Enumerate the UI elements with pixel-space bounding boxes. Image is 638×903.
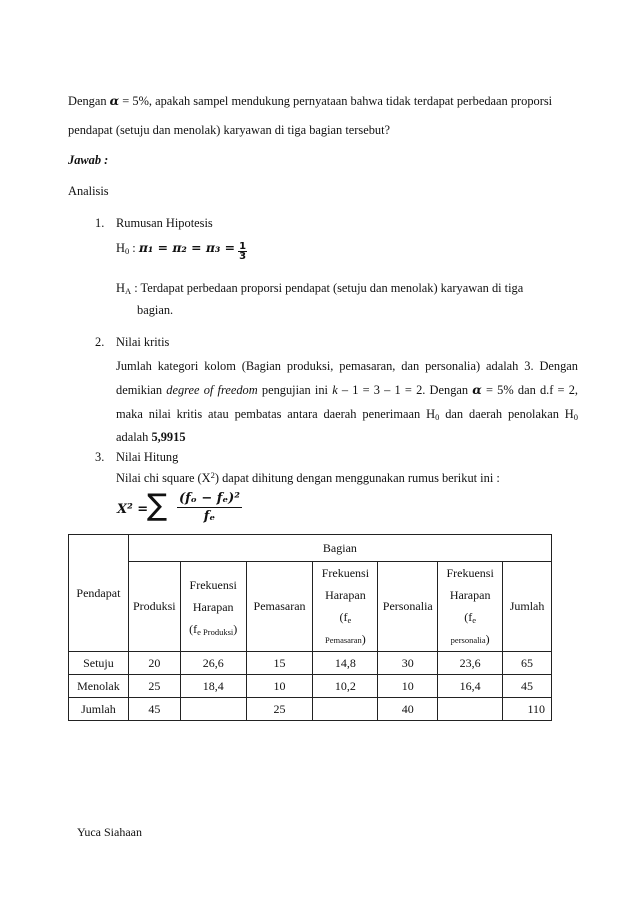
analisis-heading: Analisis: [68, 184, 109, 198]
cell-fe-pemasaran: 14,8: [313, 652, 378, 675]
item3-title: Nilai Hitung: [116, 450, 179, 464]
cell-produksi: 45: [128, 698, 180, 721]
item3-number: 3.: [95, 450, 105, 464]
table-row: [69, 675, 552, 698]
cell-personalia: 10: [378, 675, 438, 698]
document-page: Dengan α = 5%, apakah sampel mendukung pernyataan bahwa tidak terdapat perbedaan proporsi pendapat (setuju dan menolak) karyawan di tiga bagian tersebut? Jawab : Analisis 1. Rumusan Hipotesis $H_0$ : π₁ = π₂ = π₃ = $\frac{1}{3}$ $H_A$ : Terdapat perbedaan proporsi pendapat (setuju dan menolak) karyawan di tiga bagian. 2. Nilai kritis Jumlah kategori kolom (Bagian produksi, pemasaran, dan personalia) adalah 3. Dengan demikian degree of freedom pengujian ini k – 1 = 3 – 1 = 2. Dengan α = 5% dan d.f = 2, maka nilai kritis atau pembatas antara daerah penerimaan $H_0$ dan daerah penolakan $H_0$ adalah 5,9915 3. Nilai Hitung Nilai chi square $(X^2)$ dapat dihitung dengan menggunakan rumus berikut ini : X² = ∑ (fₒ − fₑ)² fₑ Pendapat Bagian Produksi Frekuensi Harapan $(f_{e Produksi})$ Pemasaran Frekuensi Harapan ($f_e$ Pemasaran) Personalia Frekuensi Harapan ($f_e$ personalia) Jumlah Setuju 20 26,6 15 14,8 30 23,6 65 Menolak 25 18,4 10 10,2 10 16,4 45 Jumlah 45 25 40 110 Yuca Siahaan: [68, 93, 579, 839]
h0-hypothesis: $H_0$ : π₁ = π₂ = π₃ = $\frac{1}{3}$: [116, 240, 247, 262]
header-produksi: Produksi: [128, 562, 180, 652]
cell-jumlah: 65: [503, 652, 552, 675]
cell-fe-produksi: [180, 698, 246, 721]
question-line-1: Dengan α = 5%, apakah sampel mendukung pernyataan bahwa tidak terdapat perbedaan proporsi: [68, 93, 553, 108]
cell-fe-produksi: 26,6: [180, 652, 246, 675]
cell-fe-personalia: [438, 698, 503, 721]
item2-number: 2.: [95, 335, 105, 349]
header-pendapat: Pendapat: [69, 535, 129, 652]
question-line-2: pendapat (setuju dan menolak) karyawan di tiga bagian tersebut?: [68, 123, 391, 137]
table-row: [69, 652, 552, 675]
ha-hypothesis-cont: bagian.: [137, 303, 174, 317]
item1-number: 1.: [95, 216, 105, 230]
jawab-heading: Jawab :: [68, 153, 109, 167]
cell-pemasaran: 15: [246, 652, 313, 675]
row-label: Menolak: [69, 675, 129, 698]
cell-fe-personalia: 16,4: [438, 675, 503, 698]
cell-fe-pemasaran: [313, 698, 378, 721]
item2-line-1: Jumlah kategori kolom (Bagian produksi, pemasaran, dan personalia) adalah 3. Dengan: [116, 359, 578, 373]
cell-jumlah: 110: [503, 698, 552, 721]
frequency-table: [68, 534, 552, 721]
cell-pemasaran: 10: [246, 675, 313, 698]
header-fe-produksi: Frekuensi Harapan $(f_{e Produksi})$: [180, 562, 246, 652]
cell-personalia: 40: [378, 698, 438, 721]
cell-fe-personalia: 23,6: [438, 652, 503, 675]
item3-line-1: Nilai chi square $(X^2)$ dapat dihitung dengan menggunakan rumus berikut ini :: [116, 470, 500, 485]
cell-produksi: 20: [128, 652, 180, 675]
ha-hypothesis: $H_A$ : Terdapat perbedaan proporsi pendapat (setuju dan menolak) karyawan di tiga: [116, 281, 524, 296]
sigma-symbol: ∑: [147, 488, 168, 523]
item1-title: Rumusan Hipotesis: [116, 216, 213, 230]
row-label: Jumlah: [69, 698, 129, 721]
table-row: [69, 698, 552, 721]
footer-author: Yuca Siahaan: [77, 825, 142, 839]
header-fe-pemasaran: Frekuensi Harapan ($f_e$ Pemasaran): [313, 562, 378, 652]
header-bagian: Bagian: [128, 535, 551, 562]
header-fe-personalia: Frekuensi Harapan ($f_e$ personalia): [438, 562, 503, 652]
header-jumlah: Jumlah: [503, 562, 552, 652]
item2-title: Nilai kritis: [116, 335, 170, 349]
item2-line-2: demikian degree of freedom pengujian ini k – 1 = 3 – 1 = 2. Dengan α = 5% dan d.f = 2,: [116, 382, 579, 397]
cell-personalia: 30: [378, 652, 438, 675]
cell-produksi: 25: [128, 675, 180, 698]
alpha-symbol: α: [109, 93, 120, 108]
cell-jumlah: 45: [503, 675, 552, 698]
item2-line-4: adalah 5,9915: [116, 430, 186, 444]
critical-value: 5,9915: [151, 430, 186, 444]
one-third-fraction: $\frac{1}{3}$: [239, 241, 247, 262]
cell-fe-pemasaran: 10,2: [313, 675, 378, 698]
cell-pemasaran: 25: [246, 698, 313, 721]
cell-fe-produksi: 18,4: [180, 675, 246, 698]
header-pemasaran: Pemasaran: [246, 562, 313, 652]
item2-line-3: maka nilai kritis atau pembatas antara daerah penerimaan $H_0$ dan daerah penolakan $H_0$: [116, 407, 578, 422]
row-label: Setuju: [69, 652, 129, 675]
header-personalia: Personalia: [378, 562, 438, 652]
